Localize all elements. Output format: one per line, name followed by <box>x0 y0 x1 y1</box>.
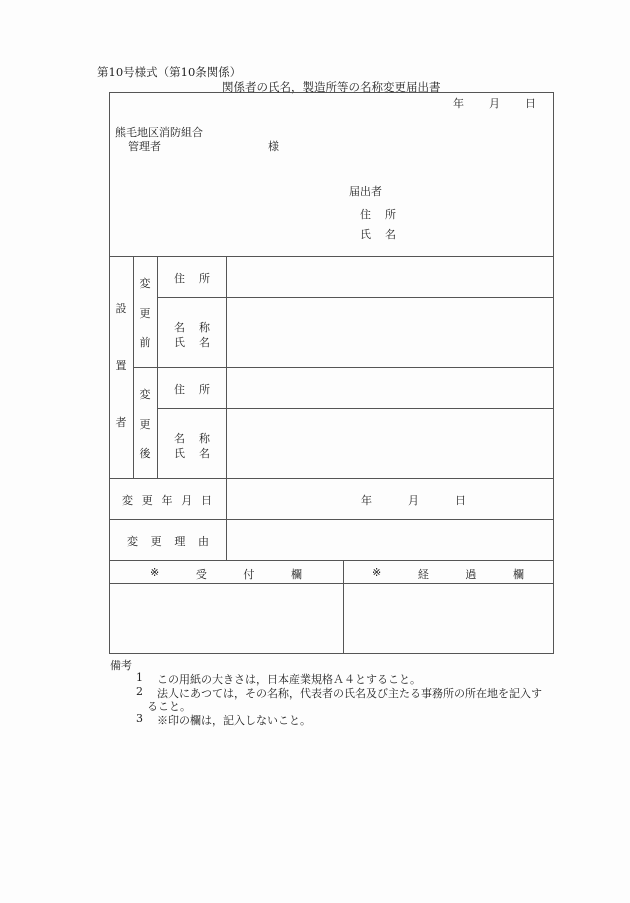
progress-header: ※ 経 過 欄 <box>372 566 524 581</box>
notifier-name-label: 氏 名 <box>360 228 396 241</box>
note-2-text: 法人にあつては，その名称，代表者の氏名及び主たる事務所の所在地を記入す <box>157 687 542 700</box>
before-address-label: 住 所 <box>174 272 210 285</box>
header-date-year: 年 <box>453 97 464 110</box>
header-date-day: 日 <box>525 97 536 110</box>
change-date-label: 変 更 年 月 日 <box>122 494 212 507</box>
change-reason-field[interactable] <box>227 520 552 560</box>
change-date-month: 月 <box>408 494 419 507</box>
before-name-field[interactable] <box>227 298 552 367</box>
after-address-label: 住 所 <box>174 383 210 396</box>
installer-label: 設 置 者 <box>115 302 127 429</box>
divider <box>109 560 553 561</box>
note-3-number: 3 <box>136 712 143 725</box>
after-address-field[interactable] <box>227 368 552 408</box>
change-date-day: 日 <box>455 494 466 507</box>
note-2-continuation: ること。 <box>147 700 191 713</box>
divider <box>157 256 158 478</box>
note-1-text: この用紙の大きさは，日本産業規格Ａ４とすること。 <box>157 673 421 686</box>
before-name-label-2: 氏 名 <box>174 336 210 349</box>
notifier-address-label: 住 所 <box>360 208 396 221</box>
form-title: 関係者の氏名，製造所等の名称変更届出書 <box>222 80 441 94</box>
note-3-text: ※印の欄は，記入しないこと。 <box>157 714 311 727</box>
after-change-label: 変 更 後 <box>139 388 151 460</box>
change-date-year: 年 <box>361 494 372 507</box>
after-name-label-2: 氏 名 <box>174 447 210 460</box>
notes-title: 備考 <box>110 659 132 672</box>
after-name-label-1: 名 称 <box>174 432 210 445</box>
before-name-label-1: 名 称 <box>174 321 210 334</box>
header-date-month: 月 <box>489 97 500 110</box>
after-name-field[interactable] <box>227 409 552 478</box>
change-date-field[interactable] <box>227 479 552 519</box>
addressee-role: 管理者 <box>128 140 161 153</box>
note-2-number: 2 <box>136 685 143 698</box>
before-change-label: 変 更 前 <box>139 277 151 349</box>
notifier-name-field[interactable] <box>400 223 550 241</box>
addressee-org: 熊毛地区消防組合 <box>115 126 203 139</box>
change-reason-label: 変 更 理 由 <box>127 535 209 548</box>
reception-box <box>110 584 343 652</box>
notifier-address-field[interactable] <box>400 203 550 221</box>
form-number: 第10号様式（第10条関係） <box>97 65 242 79</box>
honorific: 様 <box>268 140 279 153</box>
before-address-field[interactable] <box>227 257 552 297</box>
reception-header: ※ 受 付 欄 <box>150 566 302 581</box>
progress-box <box>344 584 552 652</box>
notifier-label: 届出者 <box>349 185 382 198</box>
note-1-number: 1 <box>136 671 143 684</box>
